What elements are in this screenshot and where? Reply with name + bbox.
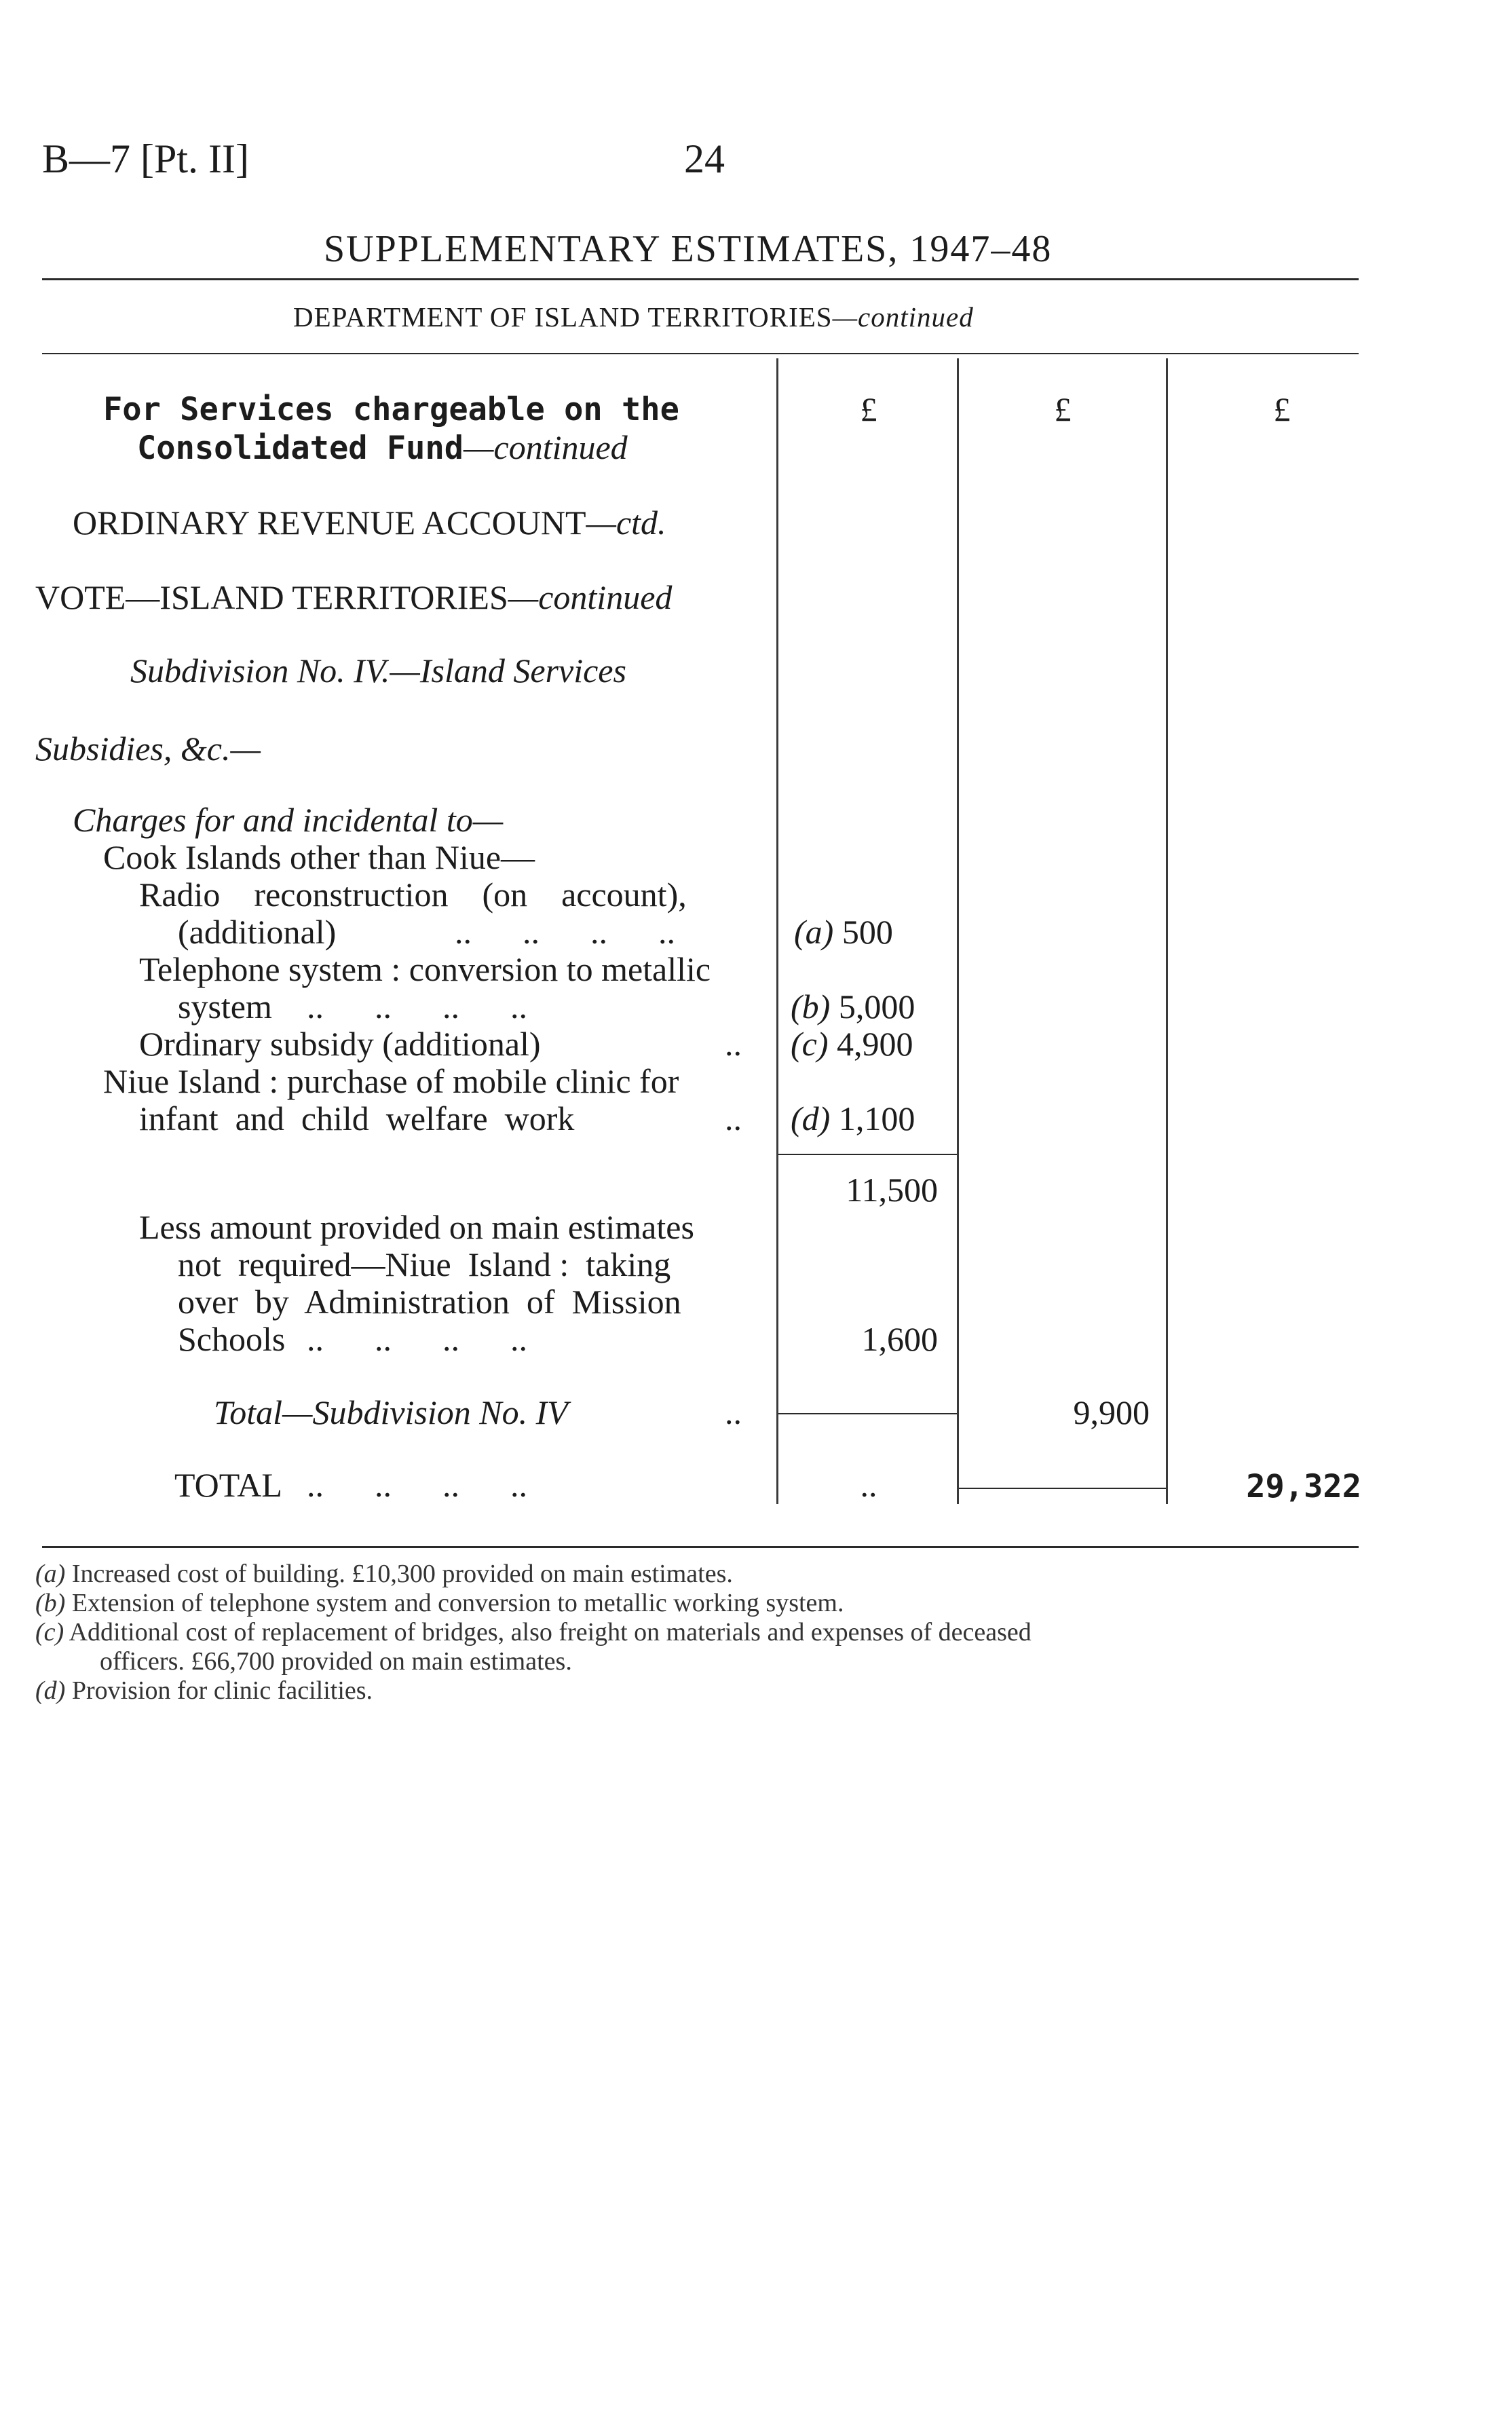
charges-heading: Charges for and incidental to— [73,801,504,839]
total-rule [959,1488,1166,1489]
department-name: DEPARTMENT OF ISLAND TERRITORIES [293,301,833,333]
vote-continued: —continued [508,578,673,616]
column-separator-3 [1166,358,1168,1504]
currency-header-col1: £ [860,390,877,428]
telephone-item-line1: Telephone system : conversion to metallic [139,950,711,988]
subdivision-rule [778,1413,957,1414]
ordinary-subsidy-item: Ordinary subsidy (additional) [139,1025,541,1063]
less-item-line4: Schools [178,1320,286,1358]
total-subdivision-amount: 9,900 [1073,1393,1150,1431]
total-subdivision-label: Total—Subdivision No. IV [214,1393,568,1431]
radio-item-line1: Radio reconstruction (on account), [139,875,687,914]
footnote-a: (a) Increased cost of building. £10,300 provided on main estimates. [35,1560,733,1588]
cook-islands-heading: Cook Islands other than Niue— [103,838,535,876]
account-ctd: —ctd. [586,504,666,542]
vote-name: VOTE—ISLAND TERRITORIES [35,578,508,616]
radio-leader-dots: .. .. .. .. [455,913,675,951]
total-subdivision-leader-dots: .. [725,1393,742,1431]
footnote-c: (c) Additional cost of replacement of bridges, also freight on materials and expenses of deceased [35,1618,1032,1646]
ordinary-leader-dots: .. [725,1025,742,1063]
radio-item-line2: (additional) [178,913,337,951]
page-number: 24 [684,136,725,181]
radio-amount-value: 500 [842,913,893,951]
table-bottom-rule [42,1546,1359,1548]
less-leader-dots: .. .. .. .. [307,1320,527,1358]
department-continued: —continued [832,301,974,333]
gross-total-amount: 11,500 [846,1171,938,1209]
gross-total-rule [778,1154,957,1155]
less-item-line2: not required—Niue Island : taking [178,1245,671,1283]
vote-heading [35,578,672,616]
radio-note-mark: (a) [794,913,834,951]
subdivision-heading: Subdivision No. IV.—Island Services [130,652,626,690]
telephone-amount: (b) 5,000 [791,987,915,1025]
title-rule [42,278,1359,280]
table-top-rule [42,353,1359,354]
total-label: TOTAL [174,1466,282,1504]
total-leader-dots: .. .. .. .. [307,1466,527,1504]
document-reference: B—7 [Pt. II] [42,136,249,181]
less-amount: 1,600 [861,1320,938,1358]
niue-item-line2: infant and child welfare work [139,1099,575,1137]
grand-total-amount: 29,322 [1246,1468,1361,1505]
telephone-item-line2: system [178,987,272,1025]
footnote-b: (b) Extension of telephone system and conversion to metallic working system. [35,1589,844,1617]
less-item-line1: Less amount provided on main estimates [139,1208,694,1246]
ordinary-amount: (c) 4,900 [791,1025,913,1063]
niue-leader-dots: .. [725,1099,742,1137]
consolidated-fund: Consolidated Fund [137,430,464,467]
page-title: SUPPLEMENTARY ESTIMATES, 1947–48 [324,228,1053,270]
niue-item-line1: Niue Island : purchase of mobile clinic for [103,1062,679,1100]
subsidies-heading: Subsidies, &c.— [35,730,261,768]
footnote-c-continued: officers. £66,700 provided on main estimates. [100,1647,572,1676]
total-col1-dots: .. [860,1466,877,1504]
less-item-line3: over by Administration of Mission [178,1283,681,1321]
department-heading [293,301,974,333]
telephone-leader-dots: .. .. .. .. [307,987,527,1025]
column-separator-1 [776,358,778,1504]
currency-header-col2: £ [1054,390,1072,428]
heading-continued: —continued [464,428,628,466]
currency-header-col3: £ [1273,390,1291,428]
footnote-d: (d) Provision for clinic facilities. [35,1676,373,1705]
radio-amount [794,913,893,951]
services-heading-line1: For Services chargeable on the [103,391,679,428]
account-heading [73,504,666,542]
account-name: ORDINARY REVENUE ACCOUNT [73,504,586,542]
niue-amount: (d) 1,100 [791,1099,915,1137]
services-heading-line2 [137,428,628,467]
column-separator-2 [957,358,959,1504]
